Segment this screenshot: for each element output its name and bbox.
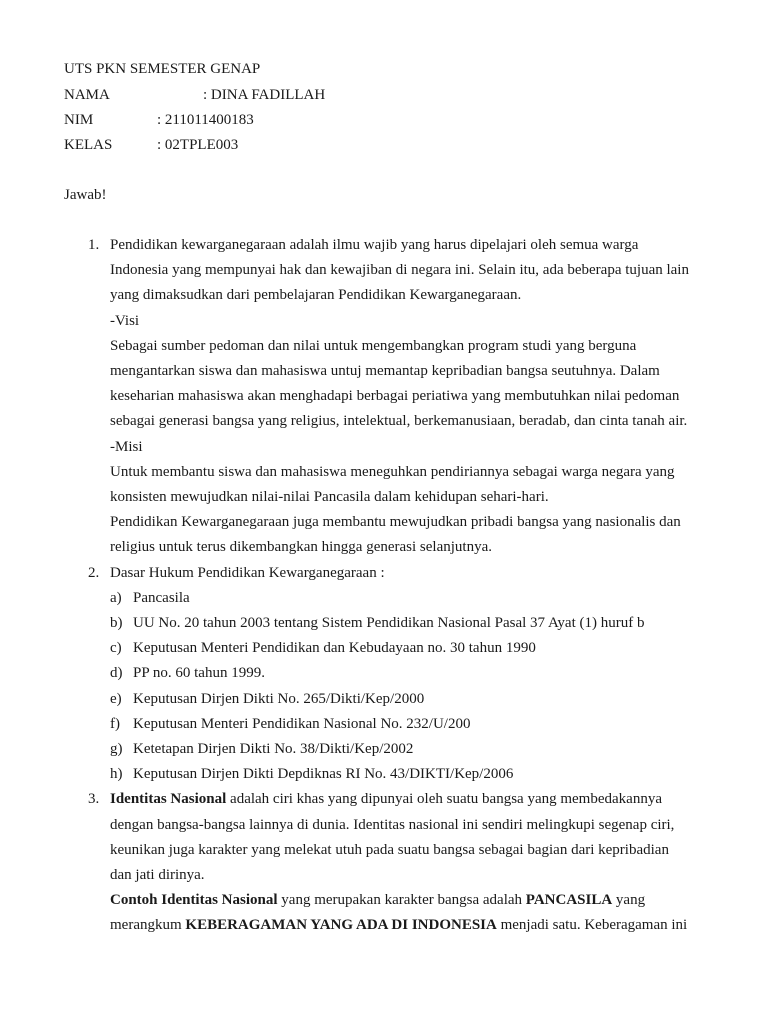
q3-text: yang (612, 892, 646, 908)
q2-item-marker: a) (110, 590, 122, 606)
q2-item-text: Ketetapan Dirjen Dikti No. 38/Dikti/Kep/2002 (133, 741, 414, 757)
q3-line: keunikan juga karakter yang melekat utuh pada suatu bangsa sebagai bagian dari kepribadian (110, 842, 669, 858)
q2-item-marker: c) (110, 640, 122, 656)
q2-item-text: Keputusan Dirjen Dikti Depdiknas RI No. 43/DIKTI/Kep/2006 (133, 766, 514, 782)
document-title: UTS PKN SEMESTER GENAP (64, 61, 261, 77)
q3-line: dengan bangsa-bangsa lainnya di dunia. Identitas nasional ini sendiri melingkupi segenap ciri, (110, 817, 675, 833)
q2-item-marker: h) (110, 766, 123, 782)
q1-line: Pendidikan kewarganegaraan adalah ilmu wajib yang harus dipelajari oleh semua warga (110, 237, 639, 253)
q3-number: 3. (88, 791, 100, 807)
q1-line: mengantarkan siswa dan mahasiswa untuj memantap kepribadian bangsa seutuhnya. Dalam (110, 363, 660, 379)
q2-heading: Dasar Hukum Pendidikan Kewarganegaraan : (110, 565, 385, 581)
q2-item-text: PP no. 60 tahun 1999. (133, 665, 265, 681)
jawab-heading: Jawab! (64, 187, 107, 203)
q1-line: Untuk membantu siswa dan mahasiswa meneguhkan pendiriannya sebagai warga negara yang (110, 464, 675, 480)
q2-item-marker: g) (110, 741, 123, 757)
nim-label: NIM (64, 112, 94, 128)
q1-visi-label: -Visi (110, 313, 140, 329)
q1-line: konsisten mewujudkan nilai-nilai Pancasila dalam kehidupan sehari-hari. (110, 489, 549, 505)
q3-line (110, 789, 662, 809)
q3-line (110, 915, 687, 935)
q2-item-text: Keputusan Menteri Pendidikan dan Kebudayaan no. 30 tahun 1990 (133, 640, 536, 656)
nama-value: : DINA FADILLAH (203, 87, 326, 103)
q3-text: merangkum (110, 917, 186, 933)
kelas-label: KELAS (64, 137, 113, 153)
q1-misi-label: -Misi (110, 439, 143, 455)
nim-value: : 211011400183 (157, 112, 254, 128)
q1-line: religius untuk terus dikembangkan hingga generasi selanjutnya. (110, 539, 492, 555)
q1-number: 1. (88, 237, 100, 253)
q2-item-text: UU No. 20 tahun 2003 tentang Sistem Pendidikan Nasional Pasal 37 Ayat (1) huruf b (133, 615, 645, 631)
q2-item-text: Keputusan Menteri Pendidikan Nasional No. 232/U/200 (133, 716, 471, 732)
q1-line: sebagai generasi bangsa yang religius, intelektual, berkemanusiaan, beradab, dan cinta tanah air. (110, 413, 688, 429)
q3-text: menjadi satu. Keberagaman ini (496, 917, 688, 933)
q2-item-marker: f) (110, 716, 120, 732)
q2-number: 2. (88, 565, 100, 581)
q1-line: Pendidikan Kewarganegaraan juga membantu mewujudkan pribadi bangsa yang nasionalis dan (110, 514, 681, 530)
q3-line (110, 890, 645, 910)
q2-item-text: Pancasila (133, 590, 190, 606)
q2-item-marker: d) (110, 665, 123, 681)
q3-term-keberagaman: KEBERAGAMAN YANG ADA DI INDONESIA (185, 917, 497, 933)
q1-line: keseharian mahasiswa akan menghadapi berbagai periatiwa yang membutuhkan nilai pedoman (110, 388, 680, 404)
q3-term-identitas-nasional: Identitas Nasional (110, 791, 227, 807)
q2-item-marker: e) (110, 691, 122, 707)
q3-text: yang merupakan karakter bangsa adalah (277, 892, 526, 908)
nama-label: NAMA (64, 87, 110, 103)
q1-line: yang dimaksudkan dari pembelajaran Pendidikan Kewarganegaraan. (110, 287, 522, 303)
q3-term-pancasila: PANCASILA (525, 892, 613, 908)
q1-line: Indonesia yang mempunyai hak dan kewajiban di negara ini. Selain itu, ada beberapa tujuan lain (110, 262, 689, 278)
q2-item-text: Keputusan Dirjen Dikti No. 265/Dikti/Kep/2000 (133, 691, 425, 707)
q3-line: dan jati dirinya. (110, 867, 205, 883)
q3-text: adalah ciri khas yang dipunyai oleh suatu bangsa yang membedakannya (226, 791, 662, 807)
q3-term-contoh: Contoh Identitas Nasional (110, 892, 278, 908)
q2-item-marker: b) (110, 615, 123, 631)
kelas-value: : 02TPLE003 (157, 137, 239, 153)
q1-line: Sebagai sumber pedoman dan nilai untuk mengembangkan program studi yang berguna (110, 338, 637, 354)
